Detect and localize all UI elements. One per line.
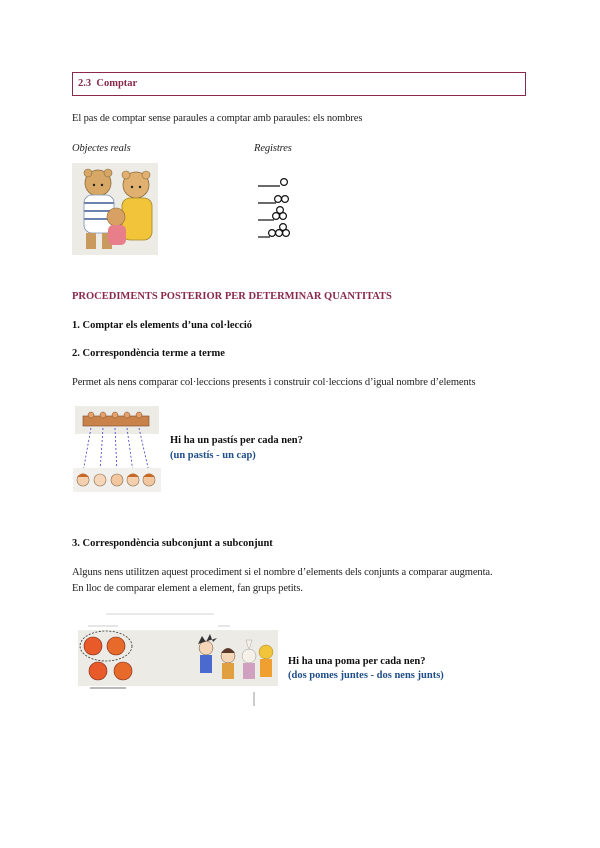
section-title-text: Comptar (96, 78, 138, 89)
item-1-heading: 1. Comptar els elements d’una col·lecció (72, 320, 253, 331)
procedures-heading: PROCEDIMENTS POSTERIOR PER DETERMINAR QUANTITATS (72, 291, 392, 302)
cakes-heads-drawing (73, 406, 161, 492)
section-number: 2.3 (78, 78, 92, 89)
apples-kids-illustration (78, 608, 280, 708)
item-2-answer: (un pastís - un cap) (170, 450, 256, 461)
label-records: Registres (254, 143, 292, 154)
item-2-question: Hi ha un pastís per cada nen? (170, 435, 303, 446)
item-3-heading: 3. Correspondència subconjunt a subconjunt (72, 538, 273, 549)
item-3-description-line1: Alguns nens utilitzen aquest procediment si el nombre d’elements dels conjunts a comparar augmenta. (72, 567, 493, 578)
item-2-heading: 2. Correspondència terme a terme (72, 348, 225, 359)
section-title (78, 78, 137, 89)
item-3-answer: (dos pomes juntes - dos nens junts) (288, 670, 444, 681)
section-header-box (72, 72, 526, 96)
intro-text: El pas de comptar sense paraules a comptar amb paraules: els nombres (72, 113, 363, 124)
apples-kids-drawing (78, 608, 280, 708)
cakes-heads-illustration (73, 406, 161, 492)
item-2-description: Permet als nens comparar col·leccions presents i construir col·leccions d’igual nombre d’elements (72, 377, 476, 388)
item-3-question: Hi ha una poma per cada nen? (288, 656, 426, 667)
bears-drawing (72, 163, 158, 255)
records-tally (256, 174, 306, 242)
label-real-objects: Objectes reals (72, 143, 131, 154)
tally-drawing (256, 174, 306, 242)
bears-illustration (72, 163, 158, 255)
item-3-description-line2: En lloc de comparar element a element, fan grups petits. (72, 583, 303, 594)
